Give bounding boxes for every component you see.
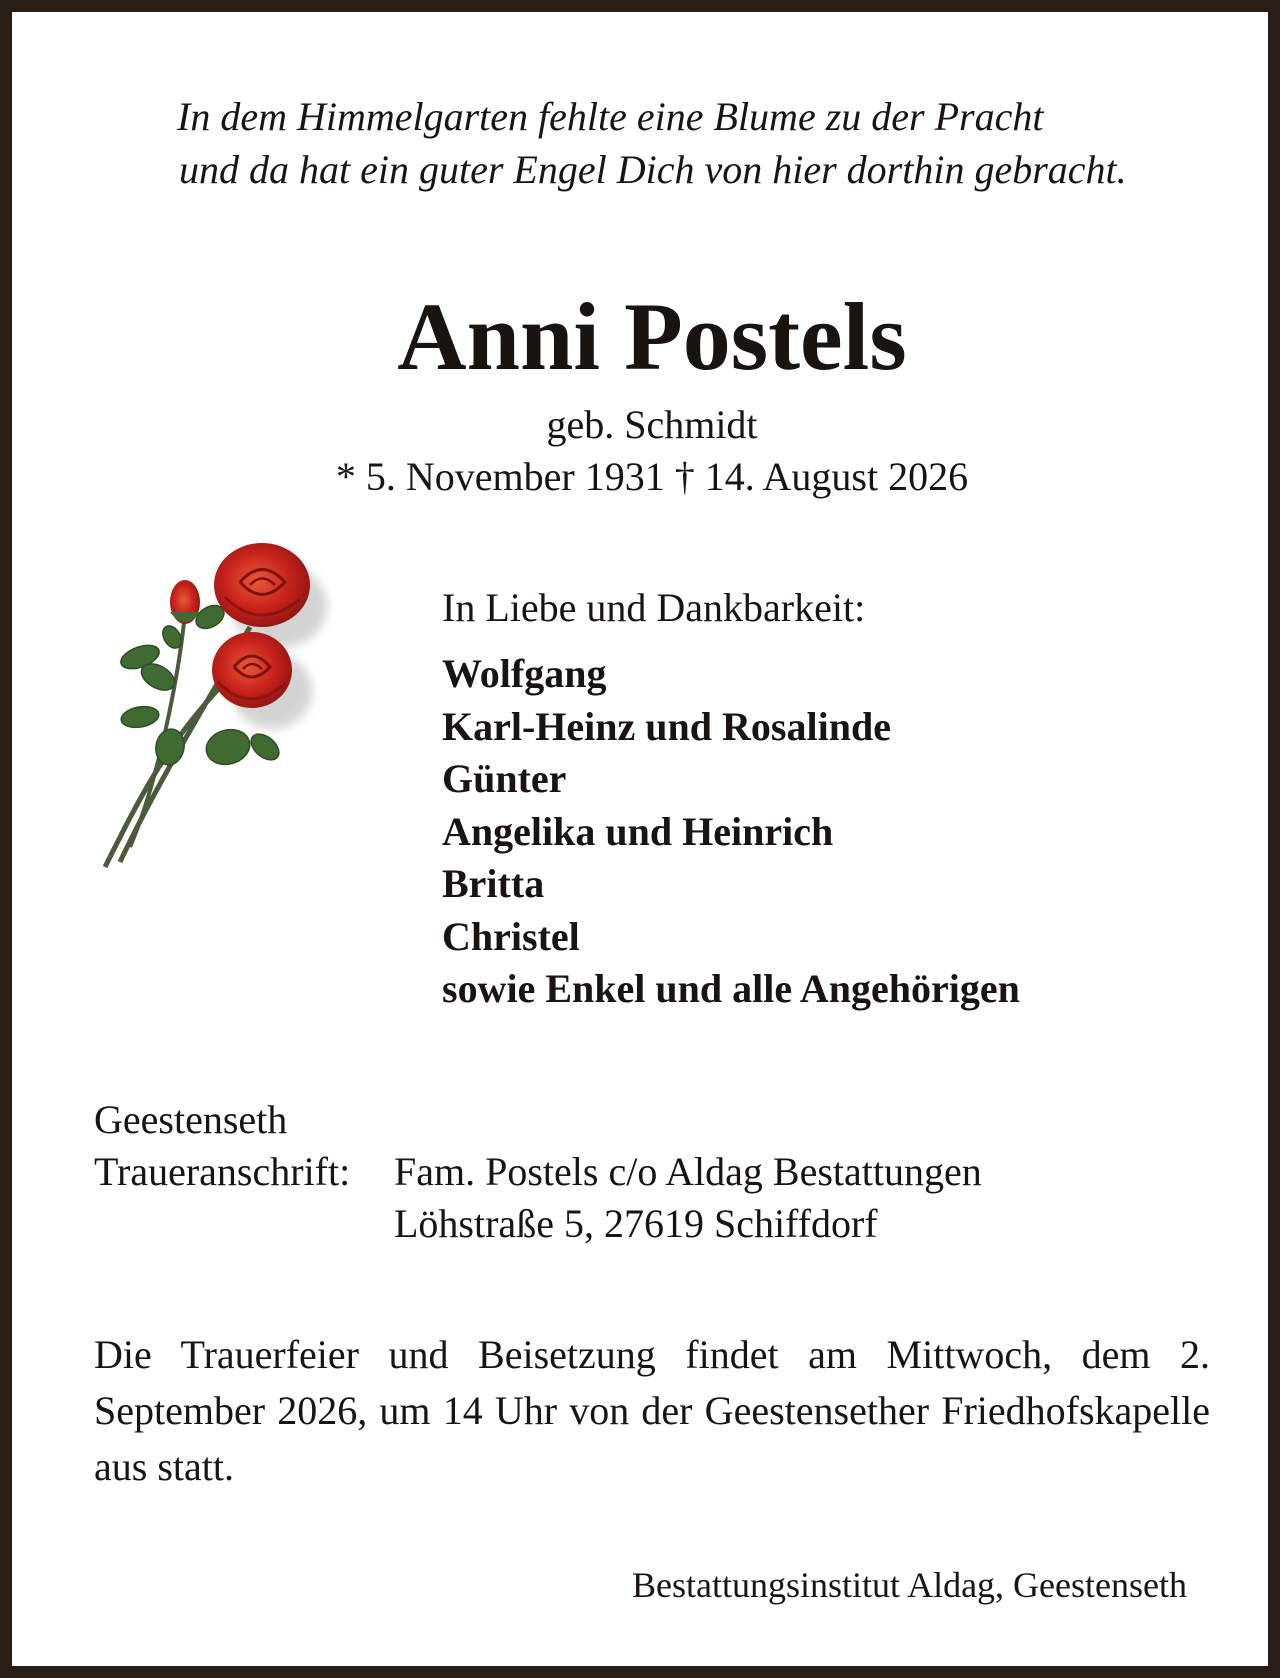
mourner-name: Günter (442, 756, 567, 801)
mourner-name: Britta (442, 861, 545, 906)
mourners-intro: In Liebe und Dankbarkeit: (442, 585, 866, 630)
address-label: Traueranschrift: (94, 1149, 351, 1194)
maiden-name: geb. Schmidt (546, 402, 758, 447)
life-dates: * 5. November 1931 † 14. August 2026 (335, 454, 969, 499)
red-roses-icon (100, 537, 340, 872)
address-line-2: Löhstraße 5, 27619 Schiffdorf (394, 1201, 878, 1246)
mourner-name: Karl-Heinz und Rosalinde (442, 703, 891, 749)
mourner-name: Wolfgang (442, 651, 607, 696)
deceased-name: Anni Postels (397, 283, 907, 390)
poem (177, 90, 1127, 196)
poem-line-1: In dem Himmelgarten fehlte eine Blume zu der Pracht (177, 94, 1044, 139)
poem-line-2: und da hat ein guter Engel Dich von hier dorthin gebracht. (179, 147, 1127, 192)
ceremony-notice: Die Trauerfeier und Beisetzung findet am Mittwoch, dem 2. September 2026, um 14 Uhr von der Geestensether Friedhofskapelle aus statt. (94, 1332, 1210, 1489)
address-line-1: Fam. Postels c/o Aldag Bestattungen (394, 1149, 982, 1194)
place-name: Geestenseth (94, 1097, 288, 1142)
mourner-name: sowie Enkel und alle Angehörigen (442, 966, 1020, 1011)
funeral-home: Bestattungsinstitut Aldag, Geestenseth (632, 1565, 1187, 1605)
mourner-name: Christel (442, 913, 580, 959)
mourners-list (442, 648, 1020, 1016)
mourner-name: Angelika und Heinrich (442, 808, 834, 854)
